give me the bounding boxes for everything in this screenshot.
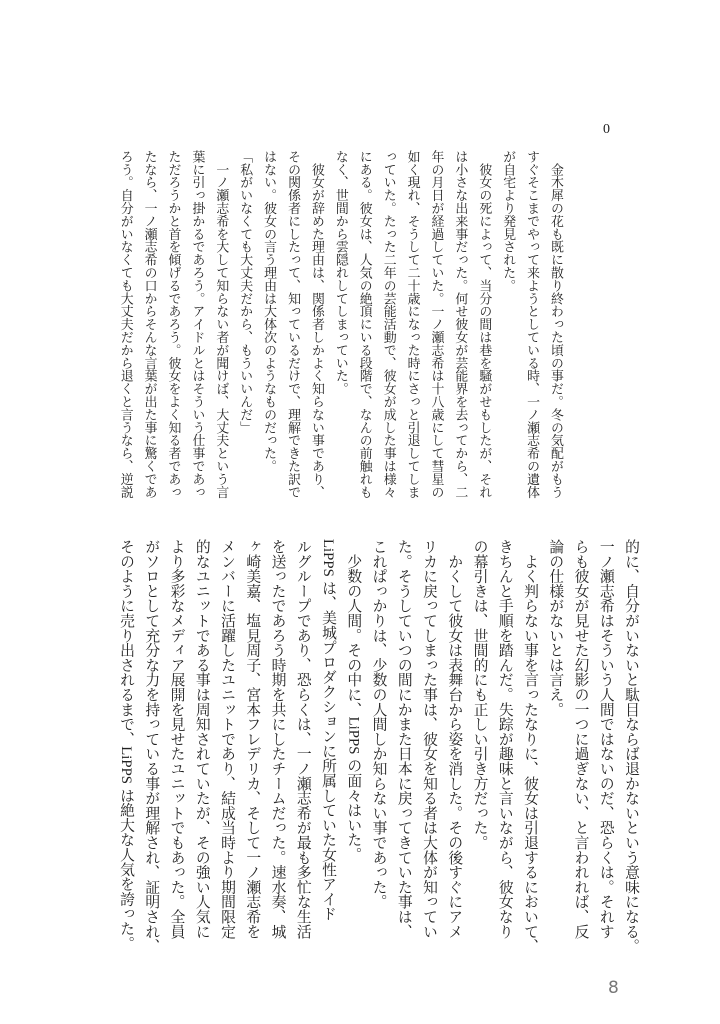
text-column: たなら、一ノ瀬志希の口からそんな言葉が出た事に驚くであ [142, 150, 157, 499]
text-column: はない。彼女の言う理由は大体次のようなものだった。 [262, 150, 277, 473]
text-column: ヶ崎美嘉、塩見周子、宮本フレデリカ、そして一ノ瀬志希を [244, 539, 261, 939]
text-column: よく判らない事を言ったなりに、彼女は引退するにおいて、 [522, 539, 538, 954]
text-column: 彼女が辞めた理由は、関係者しかよく知らない事であり、 [309, 150, 324, 499]
page-number: 8 [608, 978, 619, 998]
text-column: これぱっかりは、少数の人間しか知らない事であった。 [370, 539, 387, 909]
text-column: なく、世間から雲隠れしてしまっていた。 [333, 150, 348, 396]
text-column: そのように売り出されるまで、LiPPS は絶大な人気を誇った。 [118, 539, 134, 951]
text-column: にある。彼女は、人気の絶頂にいる段階で、なんの前触れも [357, 150, 372, 499]
text-column: ただろうかと首を傾げるであろう。彼女をよく知る者であっ [166, 150, 181, 499]
text-column: がソロとして充分な力を持っている事が理解され、証明され、 [143, 539, 160, 954]
text-column: 少数の人間。その中に、LiPPS の面々はいた。 [345, 539, 362, 862]
text-column: その関係者にしたって、知っているだけで、理解できた訳で [286, 150, 301, 499]
text-column: が自宅より発見された。 [501, 150, 516, 292]
text-column: らも彼女が見せた幻影の一つに過ぎない、と言われれば、反 [572, 539, 589, 939]
text-column: た。そうしていつの間にかまた日本に戻ってきていた事は、 [395, 539, 412, 939]
text-column: 的に、自分がいないと駄目ならば退かないという意味になる。 [623, 539, 639, 954]
text-column: メンバーに活躍したユニットであり、結成当時より期間限定 [219, 539, 235, 939]
text-column: 的なユニットである事は周知されていたが、その強い人気に [193, 539, 210, 939]
text-column: 「私がいなくても大丈夫だから、もういいんだ」 [238, 150, 253, 434]
top-text-block [113, 150, 567, 510]
text-column: 年の月日が経過していた。一ノ瀬志希は十八歳にして彗星の [429, 150, 444, 499]
text-column: すぐそこまでやって来ようとしている時、一ノ瀬志希の遺体 [525, 150, 540, 499]
text-column: っていた。たった二年の芸能活動で、彼女が成した事は様々 [381, 150, 396, 499]
text-column: 葉に引っ掛かるであろう。アイドルとはそういう仕事であっ [190, 150, 205, 499]
text-column: ろう。自分がいなくても大丈夫だから退くと言うなら、逆説 [118, 150, 133, 499]
text-column: 如く現れ、そうして二十歳になった時にさっと引退してしま [405, 150, 420, 499]
chapter-number: 0 [603, 122, 610, 137]
text-column: を送ったであろう時期を共にしたチームだった。速水奏、城 [269, 539, 286, 939]
text-column: きちんと手順を踏んだ。失踪が趣味と言いながら、彼女なり [496, 539, 513, 939]
text-column: 一ノ瀬志希はそういう人間ではないのだ、恐らくは。それす [597, 539, 614, 939]
text-column: 彼女の死によって、当分の間は巷を騒がせもしたが、それ [477, 150, 492, 499]
text-column: かくして彼女は表舞台から姿を消した。その後すぐにアメ [446, 539, 463, 939]
text-column: リカに戻ってしまった事は、彼女を知る者は大体が知ってい [421, 539, 437, 939]
text-column: ルグループであり、恐らくは、一ノ瀬志希が最も多忙な生活 [294, 539, 311, 939]
text-column: の幕引きは、世間的にも正しい引き方だった。 [471, 539, 488, 850]
text-column: 論の仕様がないとは言え。 [547, 539, 564, 717]
bottom-text-block [113, 539, 643, 964]
text-column: より多彩なメディア展開を見せたユニットでもあった。全員 [168, 539, 185, 939]
text-column: 金木犀の花も既に散り終わった頃の事だ。冬の気配がもう [549, 150, 563, 499]
text-column: LiPPS は、美城プロダクションに所属していた女性アイド [320, 539, 336, 921]
text-column: は小さな出来事だった。何せ彼女が芸能界を去ってから、二 [453, 150, 468, 499]
text-column: 一ノ瀬志希を大して知らない者が聞けば、大丈夫という言 [214, 150, 229, 499]
